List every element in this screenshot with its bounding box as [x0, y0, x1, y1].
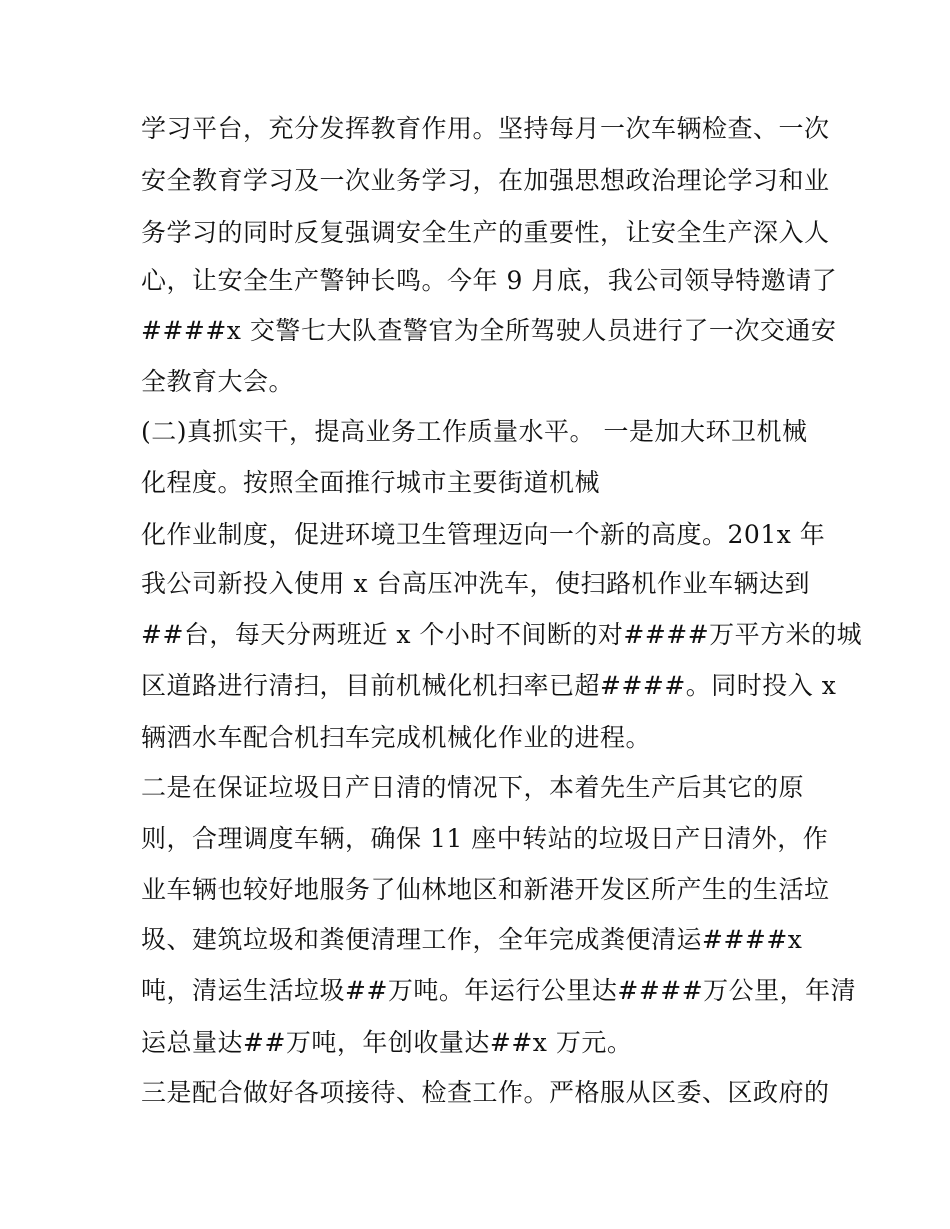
text-line: 务学习的同时反复强调安全生产的重要性，让安全生产深入人 [141, 218, 830, 247]
text-line: 区道路进行清扫，目前机械化机扫率已超####。同时投入 x [141, 671, 837, 700]
text-line: 化程度。按照全面推行城市主要街道机械 [141, 468, 601, 497]
text-line: 吨，清运生活垃圾##万吨。年运行公里达####万公里，年清 [141, 976, 857, 1005]
text-line: 全教育大会。 [141, 367, 295, 396]
text-line: 圾、建筑垃圾和粪便清理工作，全年完成粪便清运####x [141, 925, 803, 954]
text-line: 我公司新投入使用 x 台高压冲洗车，使扫路机作业车辆达到 [141, 569, 810, 598]
text-line: 则，合理调度车辆，确保 11 座中转站的垃圾日产日清外，作 [141, 824, 829, 853]
text-line: 运总量达##万吨，年创收量达##x 万元。 [141, 1028, 633, 1057]
text-line: ####x 交警七大队查警官为全所驾驶人员进行了一次交通安 [141, 316, 837, 345]
text-line: 安全教育学习及一次业务学习，在加强思想政治理论学习和业 [141, 166, 830, 195]
text-line: (二)真抓实干，提高业务工作质量水平。 一是加大环卫机械 [141, 417, 808, 446]
text-line: 三是配合做好各项接待、检查工作。严格服从区委、区政府的 [141, 1078, 830, 1107]
text-line: 业车辆也较好地服务了仙林地区和新港开发区所产生的生活垃 [141, 875, 830, 904]
text-line: ##台，每天分两班近 x 个小时不间断的对####万平方米的城 [141, 620, 863, 649]
text-line: 辆洒水车配合机扫车完成机械化作业的进程。 [141, 723, 652, 752]
text-line: 学习平台，充分发挥教育作用。坚持每月一次车辆检查、一次 [141, 114, 830, 143]
text-line: 心，让安全生产警钟长鸣。今年 9 月底，我公司领导特邀请了 [141, 266, 838, 295]
text-line: 化作业制度，促进环境卫生管理迈向一个新的高度。201x 年 [141, 520, 826, 549]
text-line: 二是在保证垃圾日产日清的情况下，本着先生产后其它的原 [141, 773, 805, 802]
